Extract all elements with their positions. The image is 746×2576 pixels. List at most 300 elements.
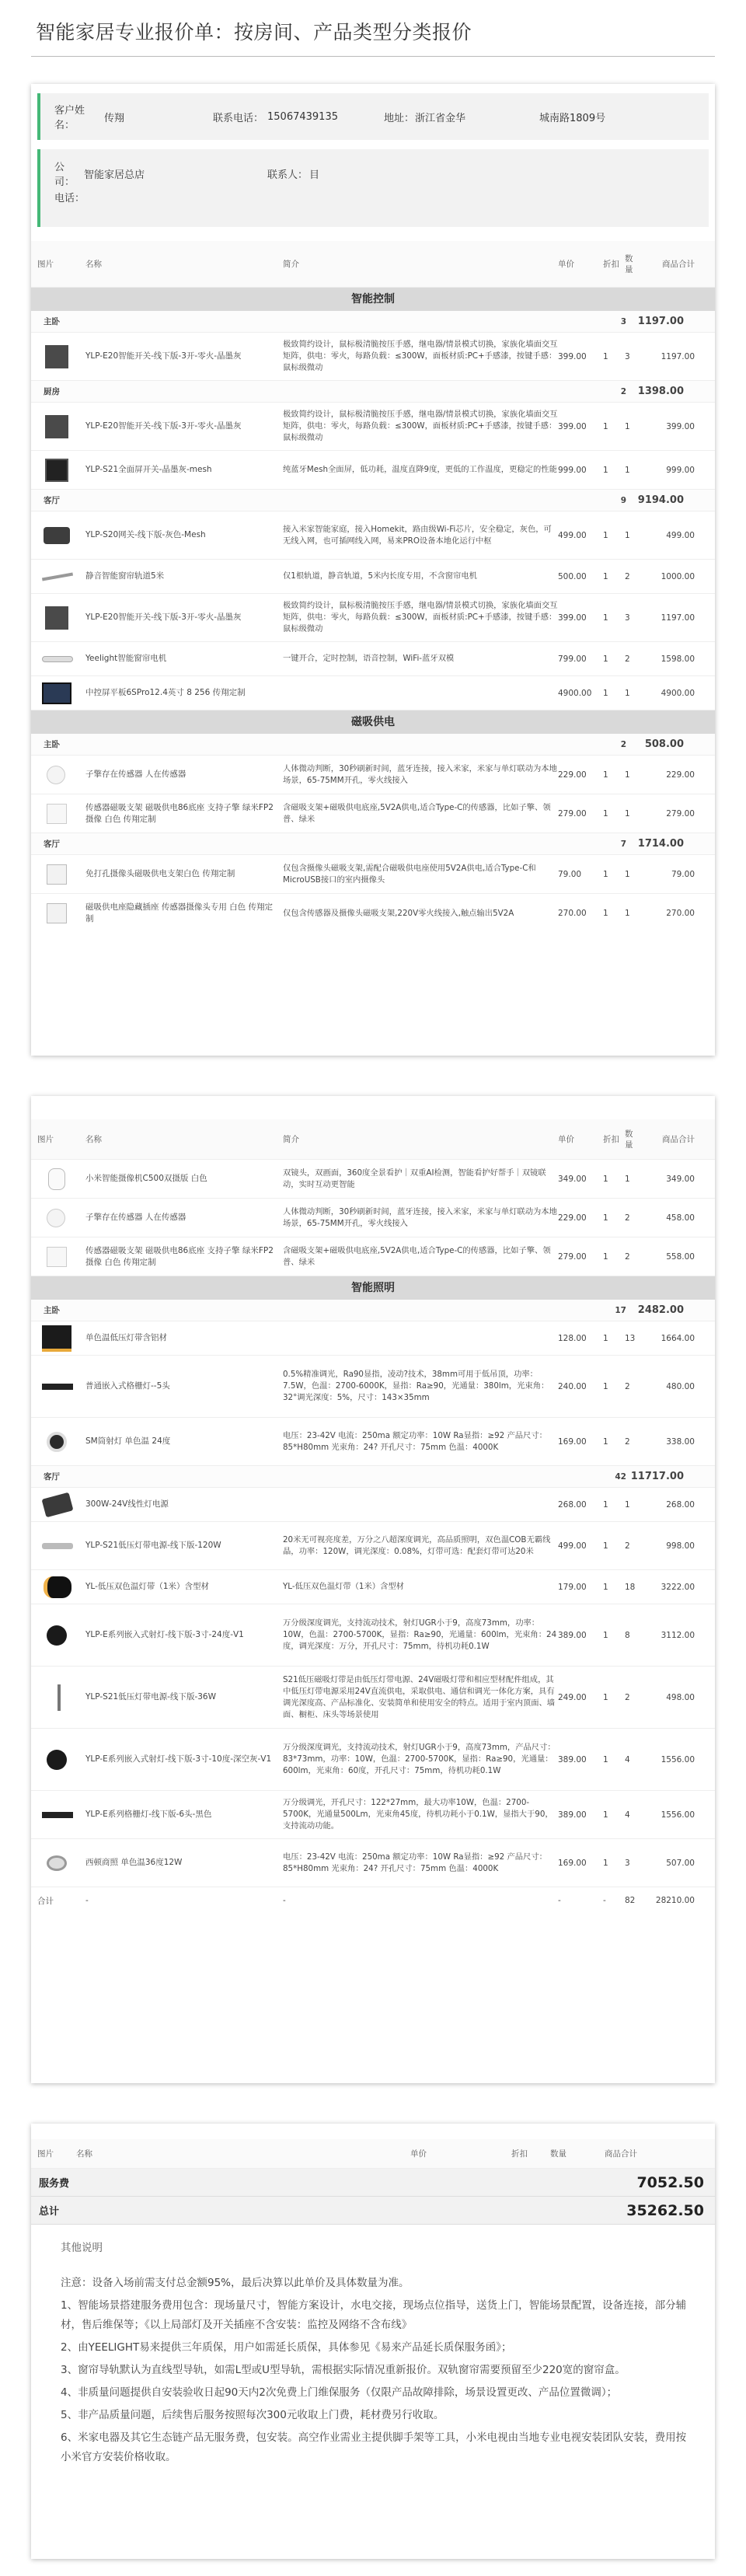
item-discount: 1 — [603, 351, 608, 361]
header-intro: 简介 — [283, 260, 299, 269]
header-qty: 数量 — [625, 253, 633, 274]
item-name: 静音智能窗帘轨道5米 — [85, 571, 165, 581]
note-item: 6、米家电器及其它生态链产品无服务费，包安装。高空作业需业主提供脚手架等工具，小米电视由当地专业电视安装团队安装，费用按小米官方安装价格收取。 — [61, 2431, 687, 2463]
company-info — [37, 149, 709, 227]
note-item: 3、窗帘导轨默认为直线型导轨，如需L型或U型导轨，需根据实际情况重新报价。双轨窗帘需要预留至少220宽的窗帘盒。 — [61, 2364, 626, 2376]
page-title: 智能家居专业报价单：按房间、产品类型分类报价 — [36, 21, 472, 44]
item-intro: 人体微动判断，30秒刷新时间，蓝牙连接，接入米家，米家与单灯联动为本地场景，65-75MM开孔，零火线接入 — [283, 1206, 557, 1228]
item-name: 子擎存在传感器 人在传感器 — [85, 770, 186, 779]
item-intro: 20米无可视亮度差，万分之八超深度调光，高品质照明，双色温COB无霸线晶，功率：120W，调光深度：0.08%，灯带可选：配套灯带可达20米 — [283, 1534, 551, 1556]
item-discount: 1 — [603, 1541, 608, 1551]
note-item: 注意：设备入场前需支付总金额95%，最后决算以此单价及具体数量为准。 — [61, 2277, 410, 2289]
address-redaction — [508, 111, 539, 122]
item-total: 1598.00 — [661, 654, 695, 664]
item-qty: 2 — [625, 1541, 630, 1551]
table-row — [31, 511, 715, 560]
item-discount: 1 — [603, 1436, 608, 1447]
power-supply-thumbnail — [42, 1492, 74, 1517]
bracket-thumbnail — [47, 804, 67, 824]
power-supply-thumbnail — [42, 1543, 73, 1549]
item-intro: 仅包含摄像头磁吸支架,需配合磁吸供电座使用5V2A供电,适合Type-C和MicroUSB接口的室内摄像头 — [283, 863, 536, 885]
table-row — [31, 1321, 715, 1356]
category-smart-lighting: 智能照明 — [31, 1276, 715, 1300]
table-row — [31, 894, 715, 933]
item-total: 3222.00 — [661, 1582, 695, 1592]
item-price: 399.00 — [558, 351, 587, 361]
table-row — [31, 1570, 715, 1604]
quote-sheet-3 — [31, 2124, 715, 2559]
item-intro: S21低压磁吸灯带是由低压灯带电源、24V磁吸灯带和相应型材配件组成，其中低压灯带电源采用24V直流供电，采取供电、通信和调光一体化方案，具有调光深度高、产品标准化、安装简单和使用安全的特点。适用于室内顶面、墙面、橱柜、床头等场景使用 — [283, 1674, 556, 1719]
grille-light-thumbnail — [42, 1384, 73, 1390]
item-name: YLP-E系列嵌入式射灯-线下版-3寸-10度-深空灰-V1 — [85, 1754, 272, 1764]
item-price: 500.00 — [558, 571, 587, 581]
item-qty: 1 — [625, 808, 630, 819]
room-total: 1398.00 — [637, 386, 684, 397]
room-name: 主卧 — [44, 317, 60, 326]
item-price: 268.00 — [558, 1499, 587, 1510]
item-intro: 极致简约设计，鼠标极清脆按压手感，继电器/情景模式切换，家族化墙面交互矩阵，供电：零火，每路负载：≤300W，面板材质:PC+手感漆，按键手感：鼠标级微动 — [283, 340, 558, 372]
customer-info — [37, 93, 709, 140]
header-img: 图片 — [37, 260, 54, 269]
item-intro: 万分级深度调光，支持流动技术，射灯UGR小于9，高度73mm，产品尺寸：83*73mm，功率：10W，色温：2700-5700K，显指：Ra≥90，光通量：600lm，光束角：60度，开孔尺寸：75mm，待机功耗0.1W — [283, 1743, 556, 1775]
item-name: YLP-S21低压灯带电源-线下版-120W — [85, 1541, 221, 1550]
address-value: 浙江省金华 — [415, 112, 466, 124]
item-discount: 1 — [603, 1381, 608, 1391]
item-total: 1556.00 — [661, 1810, 695, 1820]
item-price: 999.00 — [558, 465, 587, 475]
table-row — [31, 560, 715, 594]
item-total: 338.00 — [666, 1436, 695, 1447]
table-row — [31, 1356, 715, 1418]
room-total: 508.00 — [644, 738, 684, 750]
table-row — [31, 1791, 715, 1839]
header-discount: 折扣 — [603, 260, 619, 269]
curtain-motor-thumbnail — [42, 656, 73, 662]
item-discount: 1 — [603, 530, 608, 540]
item-name: 免打孔摄像头磁吸供电支架白色 传翔定制 — [85, 869, 235, 878]
grand-total-amount: 35262.50 — [626, 2201, 704, 2219]
table-row — [31, 451, 715, 490]
item-discount: 1 — [603, 1333, 608, 1343]
room-qty: 9 — [620, 495, 626, 505]
item-discount: 1 — [603, 654, 608, 664]
item-name: YL-低压双色温灯带（1米）含型材 — [85, 1582, 210, 1591]
table-row — [31, 1418, 715, 1466]
item-discount: 1 — [603, 1499, 608, 1510]
header-intro: 简介 — [283, 1135, 299, 1144]
item-name: 普通嵌入式格栅灯--5头 — [85, 1381, 170, 1391]
item-qty: 2 — [625, 1692, 630, 1702]
room-row — [31, 734, 715, 756]
item-name: 西顿商照 单色温36度12W — [85, 1858, 183, 1867]
item-name: 传感器磁吸支架 磁吸供电86底座 支持子擎 绿米FP2摄像 白色 传翔定制 — [85, 1245, 274, 1267]
item-price: 240.00 — [558, 1381, 587, 1391]
header-name: 名称 — [85, 1135, 102, 1144]
item-discount: 1 — [603, 688, 608, 698]
switch-thumbnail — [45, 606, 68, 630]
service-fee-amount: 7052.50 — [636, 2173, 704, 2191]
item-price: 169.00 — [558, 1858, 587, 1868]
item-price: 229.00 — [558, 1213, 587, 1223]
item-qty: 18 — [625, 1582, 636, 1592]
item-price: 349.00 — [558, 1174, 587, 1184]
item-intro: 纯蓝牙Mesh全面屏，低功耗，温度直降9度，更低的工作温度，更稳定的性能 — [283, 465, 557, 474]
item-discount: 1 — [603, 869, 608, 879]
table-row — [31, 403, 715, 451]
room-row — [31, 311, 715, 333]
item-price: 229.00 — [558, 770, 587, 780]
item-qty: 3 — [625, 613, 630, 623]
item-name: YLP-E系列嵌入式射灯-线下版-3寸-24度-V1 — [85, 1630, 244, 1639]
sensor-thumbnail — [47, 1209, 65, 1227]
subtotal-name-dash: - — [283, 1895, 286, 1905]
item-total: 998.00 — [666, 1541, 695, 1551]
header-total: 商品合计 — [662, 1135, 695, 1144]
table-row — [31, 1667, 715, 1729]
item-name: YLP-E20智能开关-线下版-3开-零火-晶墨灰 — [85, 351, 242, 361]
table-header — [31, 1119, 715, 1160]
item-price: 389.00 — [558, 1810, 587, 1820]
item-discount: 1 — [603, 1692, 608, 1702]
item-price: 249.00 — [558, 1692, 587, 1702]
room-total: 2482.00 — [637, 1304, 684, 1316]
room-row — [31, 1300, 715, 1321]
magnetic-light-thumbnail — [58, 1684, 61, 1711]
item-discount: 1 — [603, 465, 608, 475]
item-qty: 2 — [625, 1251, 630, 1262]
item-discount: 1 — [603, 770, 608, 780]
notes-section — [31, 2225, 715, 2501]
item-discount: 1 — [603, 613, 608, 623]
item-discount: 1 — [603, 1213, 608, 1223]
item-total: 499.00 — [666, 530, 695, 540]
header-total: 商品合计 — [662, 260, 695, 269]
item-discount: 1 — [603, 1630, 608, 1640]
room-qty: 2 — [620, 386, 626, 396]
item-qty: 2 — [625, 654, 630, 664]
item-total: 999.00 — [666, 465, 695, 475]
item-price: 270.00 — [558, 909, 587, 918]
item-intro: 接入米家智能家庭，接入Homekit，路由级Wi-Fi芯片，安全稳定，灰色，可无线入网，也可插网线入网，易来PRO设备本地化运行中枢 — [283, 524, 552, 546]
item-discount: 1 — [603, 1582, 608, 1592]
curtain-track-thumbnail — [42, 572, 73, 581]
item-qty: 4 — [625, 1810, 630, 1820]
header-price: 单价 — [558, 1135, 574, 1144]
item-total: 270.00 — [666, 909, 695, 918]
customer-label: 客户姓名： — [54, 105, 85, 131]
title-divider — [31, 56, 715, 57]
contact-value: 目 — [309, 169, 320, 181]
item-price: 179.00 — [558, 1582, 587, 1592]
room-name: 主卧 — [44, 740, 60, 749]
item-name: Yeelight智能窗帘电机 — [85, 654, 167, 663]
item-price: 389.00 — [558, 1754, 587, 1764]
header-price: 单价 — [558, 260, 574, 269]
summary-header — [31, 2139, 715, 2169]
item-intro: 人体微动判断，30秒刷新时间，蓝牙连接，接入米家，米家与单灯联动为本地场景，65-75MM开孔，零火线接入 — [283, 763, 557, 785]
note-item: 5、非产品质量问题，后续售后服务按照每次300元收取上门费，耗材费另行收取。 — [61, 2409, 444, 2421]
item-total: 349.00 — [666, 1174, 695, 1184]
item-name: YLP-S21全面屏开关-晶墨灰-mesh — [85, 465, 212, 474]
address-tail: 城南路1809号 — [539, 112, 606, 124]
item-qty: 1 — [625, 530, 630, 540]
phone-value: 15067439135 — [267, 110, 338, 123]
table-row — [31, 642, 715, 676]
item-intro: 仅1根轨道，静音轨道，5米内长度专用，不含窗帘电机 — [283, 571, 477, 581]
room-row — [31, 490, 715, 511]
spotlight-thumbnail — [47, 1625, 67, 1646]
item-discount: 1 — [603, 1810, 608, 1820]
table-header — [31, 241, 715, 288]
room-name: 客厅 — [44, 496, 60, 505]
room-total: 11717.00 — [630, 1471, 684, 1482]
subtotal-img-dash: - — [85, 1895, 89, 1905]
header-total: 商品合计 — [605, 2149, 637, 2159]
item-qty: 2 — [625, 571, 630, 581]
tel-label: 电话： — [54, 192, 85, 204]
item-price: 399.00 — [558, 421, 587, 431]
item-qty: 13 — [625, 1333, 636, 1343]
item-intro: 电压：23-42V 电流：250ma 额定功率：10W Ra显指：≥92 产品尺寸：85*H80mm 光束角：24? 开孔尺寸：75mm 色温：4000K — [283, 1852, 547, 1873]
item-intro: 万分级深度调光，支持流动技术，射灯UGR小于9，高度73mm，功率：10W，色温：2700-5700K，显指：Ra≥90，光通量：600lm，光束角：24度，调光深度：万分，开孔尺寸：75mm，待机功耗0.1W — [283, 1618, 557, 1651]
category-magnetic-power: 磁吸供电 — [31, 710, 715, 734]
item-total: 268.00 — [666, 1499, 695, 1510]
note-item: 1、智能场景搭建服务费用包含：现场量尺寸，智能方案设计，水电交接，现场点位指导，送货上门，智能场景配置，设备连接，部分辅材，售后维保等；《以上局部灯及开关插座不含安装：监控及网络不含布线》 — [61, 2299, 687, 2331]
room-total: 9194.00 — [637, 494, 684, 506]
sensor-thumbnail — [47, 766, 65, 784]
item-qty: 1 — [625, 421, 630, 431]
header-img: 图片 — [37, 2149, 54, 2159]
note-item: 4、非质量问题提供自安装验收日起90天内2次免费上门维保服务（仅限产品故障排除，场景设置更改、产品位置微调）； — [61, 2386, 618, 2399]
item-qty: 1 — [625, 465, 630, 475]
item-qty: 2 — [625, 1381, 630, 1391]
item-total: 1000.00 — [661, 571, 695, 581]
item-name: 300W-24V线性灯电源 — [85, 1499, 169, 1509]
item-intro: 极致简约设计，鼠标极清脆按压手感，继电器/情景模式切换，家族化墙面交互矩阵，供电：零火，每路负载：≤300W，面板材质:PC+手感漆，按键手感：鼠标级微动 — [283, 410, 558, 442]
item-price: 279.00 — [558, 808, 587, 819]
item-intro: 万分级调光，开孔尺寸：122*27mm，最大功率10W，色温：2700-5700K，光通量500Lm，光束角45度，待机功耗小于0.1W，显指大于90，支持流动功能。 — [283, 1798, 553, 1831]
room-row — [31, 1466, 715, 1488]
category-smart-control: 智能控制 — [31, 288, 715, 311]
room-name: 客厅 — [44, 839, 60, 849]
item-name: YLP-E20智能开关-线下版-3开-零火-晶墨灰 — [85, 613, 242, 622]
table-row — [31, 756, 715, 794]
header-price: 单价 — [410, 2149, 427, 2159]
switch-thumbnail — [45, 345, 68, 368]
item-name: 中控屏平板6SPro12.4英寸 8 256 传翔定制 — [85, 688, 246, 697]
item-total: 480.00 — [666, 1381, 695, 1391]
room-total: 1714.00 — [637, 838, 684, 850]
subtotal-disc-dash: - — [603, 1896, 606, 1905]
address-label: 地址： — [384, 112, 415, 124]
item-name: YLP-S20网关-线下版-灰色-Mesh — [85, 530, 206, 539]
subtotal-label: 合计 — [37, 1896, 54, 1906]
item-intro: 含磁吸支架+磁吸供电底座,5V2A供电,适合Type-C的传感器，比如子擎、领普、绿米 — [283, 802, 551, 824]
table-row — [31, 676, 715, 710]
room-qty: 2 — [620, 739, 626, 749]
room-qty: 3 — [620, 316, 626, 326]
item-price: 499.00 — [558, 1541, 587, 1551]
item-discount: 1 — [603, 1174, 608, 1184]
subtotal-row — [31, 1887, 715, 1914]
header-name: 名称 — [76, 2149, 92, 2159]
room-qty: 7 — [620, 839, 626, 849]
switch-thumbnail — [45, 415, 68, 438]
camera-bracket-thumbnail — [47, 864, 67, 885]
item-discount: 1 — [603, 571, 608, 581]
item-qty: 3 — [625, 351, 630, 361]
table-row — [31, 1604, 715, 1667]
item-intro: 双镜头，双画面，360度全景看护｜双重AI检测，智能看护好帮手｜双镜联动，实时互动更智能 — [283, 1168, 546, 1189]
header-qty: 数量 — [625, 1129, 633, 1150]
item-intro: 电压：23-42V 电流：250ma 额定功率：10W Ra显指：≥92 产品尺寸：85*H80mm 光束角：24? 开孔尺寸：75mm 色温：4000K — [283, 1430, 547, 1452]
item-intro: 0.5%精准调光，Ra90显指，凌动?技术，38mm可用于低吊顶，功率：7.5W，色温：2700-6000K，显指：Ra≥90，光通量：380lm，光束角：32°调光深度：5%，尺寸：143×35mm — [283, 1370, 549, 1402]
item-price: 389.00 — [558, 1630, 587, 1640]
phone-label: 联系电话： — [213, 112, 264, 124]
item-discount: 1 — [603, 421, 608, 431]
header-name: 名称 — [85, 260, 102, 269]
subtotal-total: 28210.00 — [655, 1896, 695, 1905]
item-price: 4900.00 — [558, 688, 592, 698]
item-intro: 极致简约设计，鼠标极清脆按压手感，继电器/情景模式切换，家族化墙面交互矩阵，供电：零火，每路负载：≤300W，面板材质:PC+手感漆，按键手感：鼠标级微动 — [283, 601, 558, 634]
spotlight-thumbnail — [47, 1750, 67, 1770]
item-total: 1664.00 — [661, 1333, 695, 1343]
company-label: 公司： — [54, 162, 75, 188]
table-row — [31, 594, 715, 642]
table-row — [31, 855, 715, 894]
item-total: 458.00 — [666, 1213, 695, 1223]
table-row — [31, 1839, 715, 1887]
item-qty: 1 — [625, 1499, 630, 1510]
customer-name: 传翔 — [104, 112, 125, 124]
camera-thumbnail — [48, 1168, 65, 1190]
quote-sheet-1 — [31, 84, 715, 1056]
room-name: 厨房 — [44, 387, 60, 396]
contact-label: 联系人： — [267, 169, 309, 181]
item-total: 4900.00 — [661, 688, 695, 698]
item-price: 279.00 — [558, 1251, 587, 1262]
led-strip-thumbnail — [42, 1325, 71, 1352]
item-qty: 1 — [625, 770, 630, 780]
item-qty: 2 — [625, 1213, 630, 1223]
item-name: 传感器磁吸支架 磁吸供电86底座 支持子擎 绿米FP2摄像 白色 传翔定制 — [85, 802, 274, 824]
header-img: 图片 — [37, 1135, 54, 1144]
company-value: 智能家居总店 — [84, 169, 145, 181]
tablet-thumbnail — [42, 682, 71, 704]
item-qty: 1 — [625, 909, 630, 918]
item-name: 单色温低压灯带含铝材 — [85, 1333, 167, 1342]
table-row — [31, 1729, 715, 1791]
item-total: 1197.00 — [661, 613, 695, 623]
item-price: 79.00 — [558, 869, 582, 879]
item-name: YLP-S21低压灯带电源-线下版-36W — [85, 1692, 216, 1702]
item-intro: 含磁吸支架+磁吸供电底座,5V2A供电,适合Type-C的传感器，比如子擎、领普、绿米 — [283, 1245, 551, 1267]
header-discount: 折扣 — [603, 1135, 619, 1144]
gateway-thumbnail — [44, 527, 70, 544]
item-price: 799.00 — [558, 654, 587, 664]
item-intro: YL-低压双色温灯带（1米）含型材 — [283, 1582, 404, 1591]
item-discount: 1 — [603, 1251, 608, 1262]
notes-title: 其他说明 — [61, 2242, 103, 2254]
item-price: 499.00 — [558, 530, 587, 540]
item-total: 1197.00 — [661, 351, 695, 361]
led-strip-thumbnail — [44, 1576, 71, 1598]
room-row — [31, 381, 715, 403]
item-total: 498.00 — [666, 1692, 695, 1702]
table-row — [31, 794, 715, 833]
table-row — [31, 1237, 715, 1276]
item-total: 279.00 — [666, 808, 695, 819]
item-name: 磁吸供电座隐藏插座 传感器摄像头专用 白色 传翔定制 — [85, 902, 274, 923]
item-total: 229.00 — [666, 770, 695, 780]
screen-switch-thumbnail — [45, 459, 68, 482]
item-total: 507.00 — [666, 1858, 695, 1868]
item-name: YLP-E20智能开关-线下版-3开-零火-晶墨灰 — [85, 421, 242, 431]
item-total: 1556.00 — [661, 1754, 695, 1764]
item-discount: 1 — [603, 909, 608, 918]
table-row — [31, 1522, 715, 1570]
item-price: 169.00 — [558, 1436, 587, 1447]
quote-sheet-2 — [31, 1096, 715, 2083]
grand-total-row — [31, 2197, 715, 2225]
item-intro: 一键开合，定时控制，语音控制，WiFi-蓝牙双模 — [283, 654, 455, 663]
room-qty: 42 — [615, 1471, 626, 1482]
grille-light-thumbnail — [42, 1812, 73, 1818]
item-qty: 2 — [625, 1436, 630, 1447]
item-qty: 1 — [625, 869, 630, 879]
bracket-thumbnail — [47, 1247, 67, 1267]
grand-total-label: 总计 — [39, 2206, 60, 2218]
item-name: YLP-E系列格栅灯-线下版-6头-黑色 — [85, 1810, 212, 1819]
item-total: 399.00 — [666, 421, 695, 431]
item-price: 128.00 — [558, 1333, 587, 1343]
room-row — [31, 833, 715, 855]
item-name: 小米智能摄像机C500双摄版 白色 — [85, 1174, 207, 1183]
power-socket-thumbnail — [47, 903, 67, 923]
item-qty: 1 — [625, 688, 630, 698]
note-item: 2、由YEELIGHT易来提供三年质保，用户如需延长质保，具体参见《易来产品延长质保服务函》； — [61, 2341, 512, 2354]
service-fee-row — [31, 2169, 715, 2197]
item-qty: 4 — [625, 1754, 630, 1764]
header-discount: 折扣 — [511, 2149, 528, 2159]
item-name: 子擎存在传感器 人在传感器 — [85, 1213, 186, 1222]
item-discount: 1 — [603, 1754, 608, 1764]
table-row — [31, 333, 715, 381]
spotlight-thumbnail — [47, 1432, 67, 1452]
item-discount: 1 — [603, 808, 608, 819]
item-qty: 3 — [625, 1858, 630, 1868]
item-total: 79.00 — [671, 869, 695, 879]
table-row — [31, 1199, 715, 1237]
item-qty: 8 — [625, 1630, 630, 1640]
table-row — [31, 1488, 715, 1522]
room-qty: 17 — [615, 1305, 626, 1315]
room-name: 客厅 — [44, 1472, 60, 1482]
item-total: 3112.00 — [661, 1630, 695, 1640]
subtotal-qty: 82 — [625, 1896, 636, 1905]
table-row — [31, 1160, 715, 1199]
item-price: 399.00 — [558, 613, 587, 623]
header-qty: 数量 — [550, 2149, 566, 2159]
room-total: 1197.00 — [637, 316, 684, 327]
item-intro: 仅包含传感器及摄像头磁吸支架,220V零火线接入,触点输出5V2A — [283, 908, 514, 918]
item-total: 558.00 — [666, 1251, 695, 1262]
service-fee-label: 服务费 — [39, 2178, 70, 2190]
downlight-thumbnail — [47, 1855, 67, 1871]
item-name: SM筒射灯 单色温 24度 — [85, 1436, 171, 1446]
item-discount: 1 — [603, 1858, 608, 1868]
room-name: 主卧 — [44, 1306, 60, 1315]
